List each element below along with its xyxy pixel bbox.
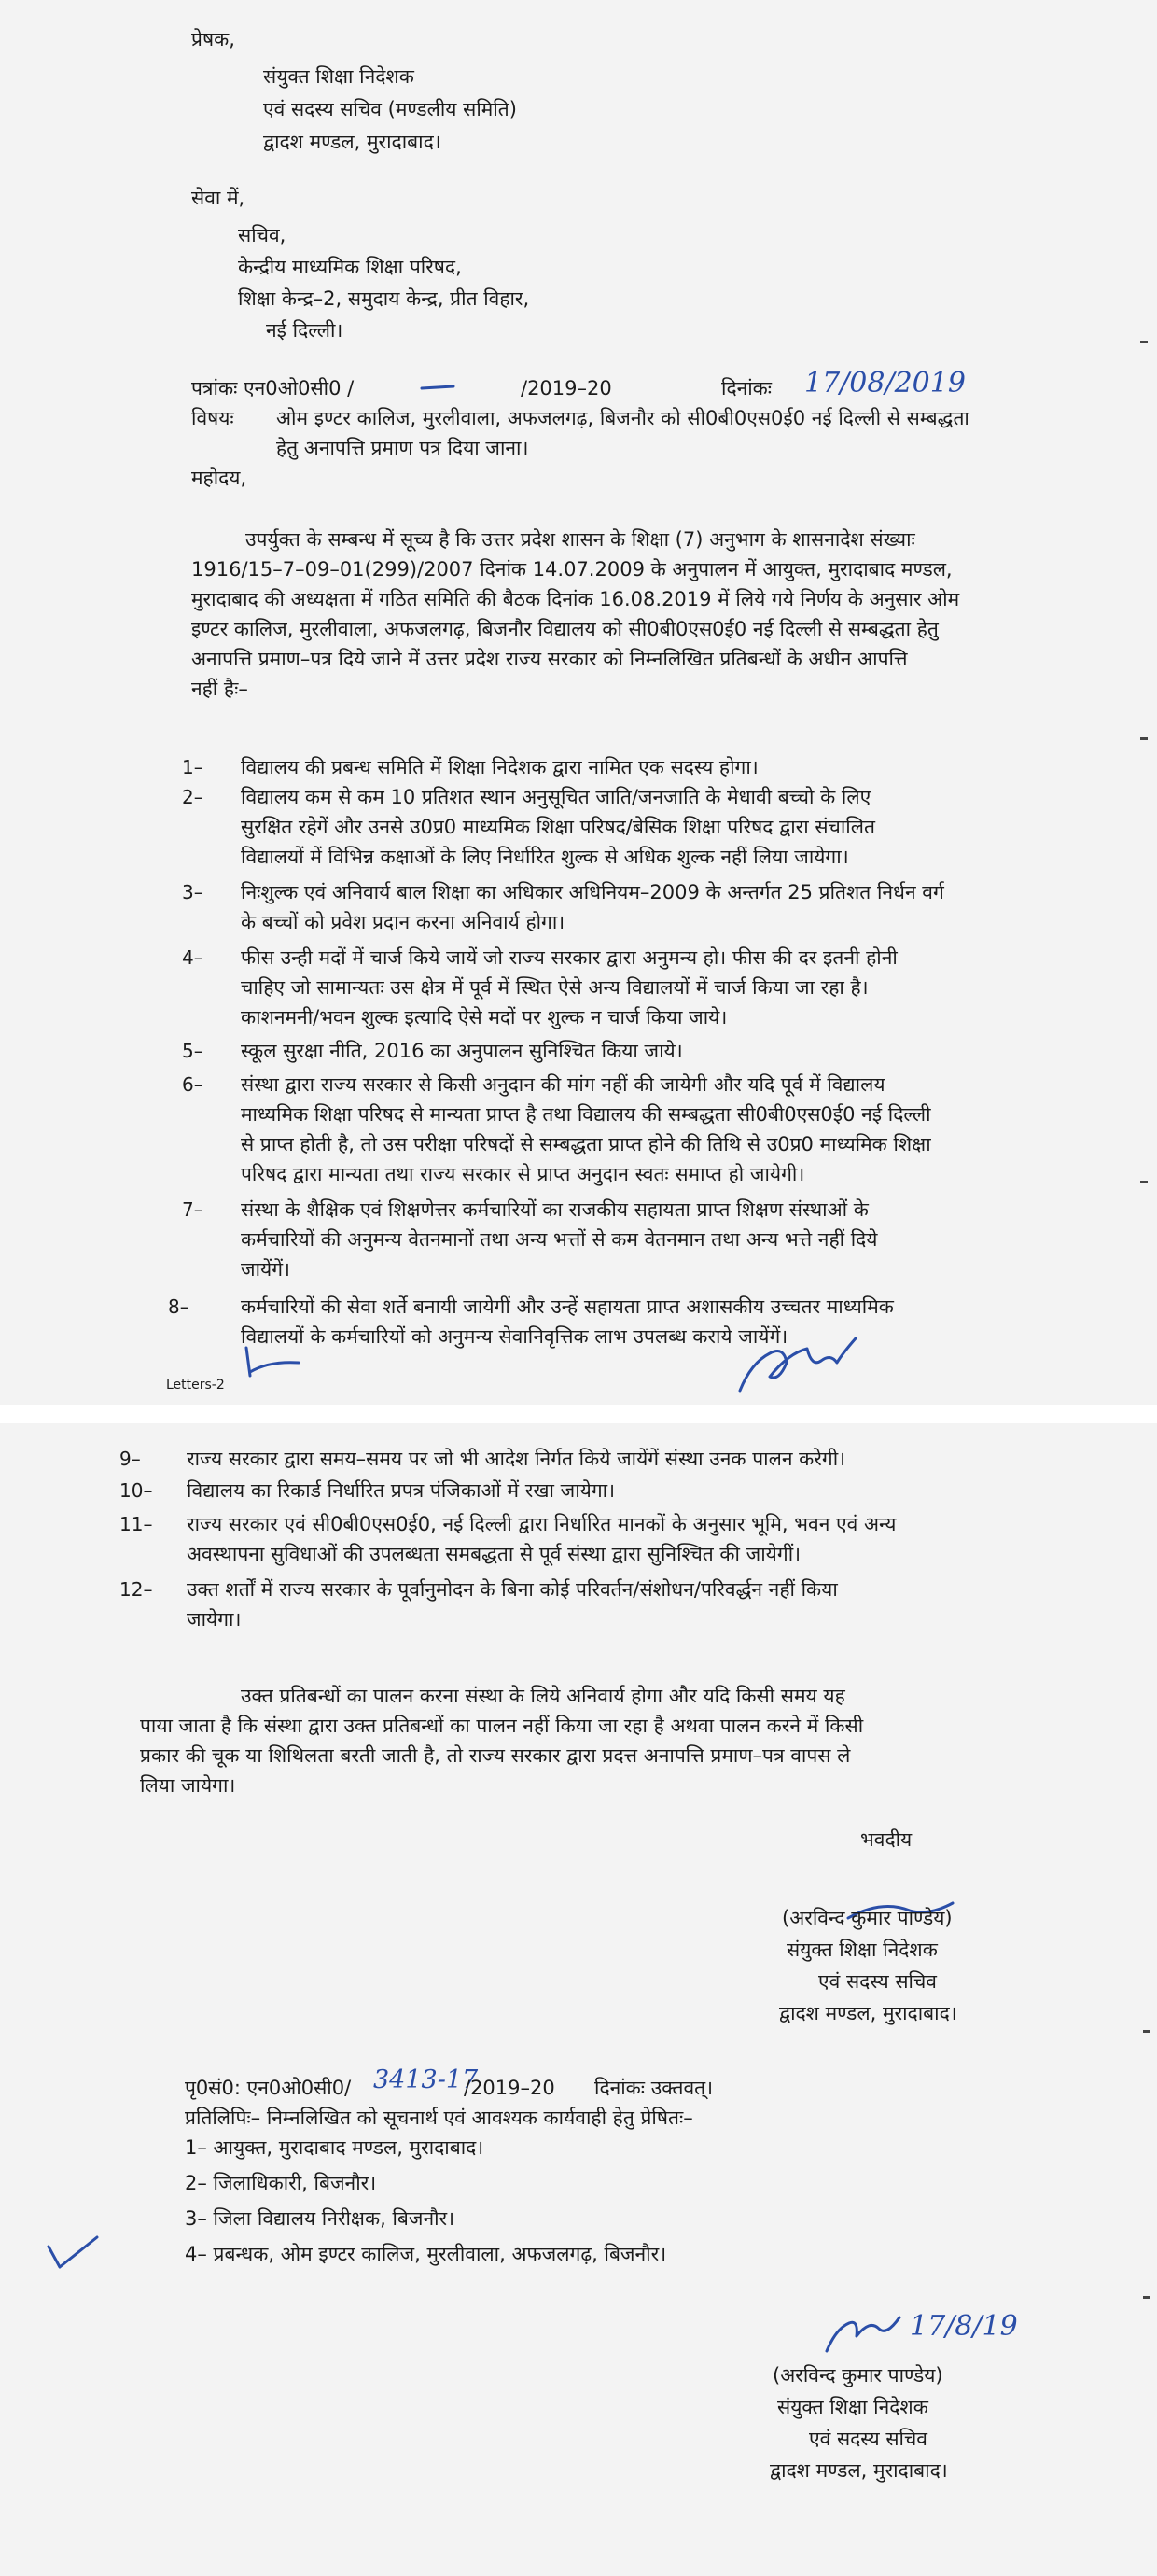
page-gap — [0, 1405, 1157, 1423]
condition-number: 4– — [182, 946, 203, 969]
handwritten-date: 17/08/2019 — [804, 367, 966, 399]
condition-number: 10– — [119, 1479, 153, 1502]
tick-mark — [45, 2233, 101, 2273]
condition-line: निःशुल्क एवं अनिवार्य बाल शिक्षा का अधिकार अधिनियम–2009 के अन्तर्गत 25 प्रतिशत निर्धन वर्ग — [241, 881, 944, 903]
condition-number: 1– — [182, 756, 203, 778]
condition-number: 2– — [182, 786, 203, 808]
condition-line: के बच्चों को प्रवेश प्रदान करना अनिवार्य होगा। — [241, 911, 565, 933]
letter-ref-year: /2019–20 — [521, 377, 612, 399]
copy-ref-year: /2019–20 — [464, 2077, 555, 2099]
copy-ref-number: पृ0सं0: एन0ओ0सी0/ — [185, 2077, 352, 2099]
copy-recipient: 1– आयुक्त, मुरादाबाद मण्डल, मुरादाबाद। — [185, 2136, 484, 2159]
intro-line: इण्टर कालिज, मुरलीवाला, अफजलगढ़, बिजनौर विद्यालय को सी0बी0एस0ई0 नई दिल्ली से सम्बद्धता हेतु — [191, 618, 939, 640]
intro-line: 1916/15–7–09–01(299)/2007 दिनांक 14.07.2009 के अनुपालन में आयुक्त, मुरादाबाद मण्डल, — [191, 558, 953, 581]
condition-line: जायेंगें। — [241, 1258, 290, 1281]
intro-line: उपर्युक्त के सम्बन्ध में सूच्य है कि उत्तर प्रदेश शासन के शिक्षा (7) अनुभाग के शासनादेश संख्याः — [245, 528, 915, 551]
salutation: महोदय, — [191, 467, 247, 489]
condition-number: 5– — [182, 1040, 203, 1062]
edge-mark — [1143, 2296, 1150, 2299]
signatory-line: द्वादश मण्डल, मुरादाबाद। — [779, 2002, 957, 2024]
recipient-label: सेवा में, — [191, 187, 245, 209]
condition-line: उक्त शर्तों में राज्य सरकार के पूर्वानुमोदन के बिना कोई परिवर्तन/संशोधन/परिवर्द्धन नहीं किया — [187, 1578, 838, 1601]
edge-mark — [1143, 2030, 1150, 2033]
condition-number: 3– — [182, 881, 203, 903]
condition-line: परिषद द्वारा मान्यता तथा राज्य सरकार से प्राप्त अनुदान स्वतः समाप्त हो जायेगी। — [241, 1163, 805, 1185]
letter-ref-number: पत्रांकः एन0ओ0सी0 / — [191, 377, 355, 399]
edge-mark — [1140, 737, 1148, 740]
handwritten-dispatch-number: 3413-17 — [373, 2065, 479, 2094]
condition-line: कर्मचारियों की सेवा शर्ते बनायी जायेगीं और उन्हें सहायता प्राप्त अशासकीय उच्चतर माध्यमिक — [241, 1295, 894, 1318]
recipient-line: केन्द्रीय माध्यमिक शिक्षा परिषद, — [238, 256, 462, 278]
recipient-line: शिक्षा केन्द्र–2, समुदाय केन्द्र, प्रीत विहार, — [238, 287, 530, 310]
signatory-line: संयुक्त शिक्षा निदेशक — [777, 2396, 928, 2418]
condition-line: माध्यमिक शिक्षा परिषद से मान्यता प्राप्त है तथा विद्यालय की सम्बद्धता सी0बी0एस0ई0 नई दिल्ली — [241, 1103, 931, 1126]
intro-line: मुरादाबाद की अध्यक्षता में गठित समिति की बैठक दिनांक 16.08.2019 में लिये गये निर्णय के अनुसार ओम — [191, 588, 960, 610]
condition-line: चाहिए जो सामान्यतः उस क्षेत्र में पूर्व में स्थित ऐसे अन्य विद्यालयों में चार्ज किया जा रहा है। — [241, 976, 869, 999]
condition-line: से प्राप्त होती है, तो उस परीक्षा परिषदों से सम्बद्धता प्राप्त होने की तिथि से उ0प्र0 माध्यमिक शिक्षा — [241, 1133, 931, 1155]
condition-number: 7– — [182, 1198, 203, 1221]
condition-line: विद्यालय कम से कम 10 प्रतिशत स्थान अनुसूचित जाति/जनजाति के मेधावी बच्चो के लिए — [241, 786, 871, 808]
closing-line: प्रकार की चूक या शिथिलता बरती जाती है, तो राज्य सरकार द्वारा प्रदत्त अनापत्ति प्रमाण–पत्र वापस ले — [140, 1744, 851, 1767]
condition-line: संस्था द्वारा राज्य सरकार से किसी अनुदान की मांग नहीं की जायेगी और यदि पूर्व में विद्यालय — [241, 1073, 885, 1096]
recipient-line: सचिव, — [238, 224, 286, 246]
copy-recipient: 2– जिलाधिकारी, बिजनौर। — [185, 2172, 377, 2194]
sender-line: द्वादश मण्डल, मुरादाबाद। — [263, 131, 441, 153]
copy-intro: प्रतिलिपिः– निम्नलिखित को सूचनार्थ एवं आवश्यक कार्यवाही हेतु प्रेषितः– — [185, 2107, 693, 2129]
edge-mark — [1140, 341, 1148, 343]
initial-mark — [241, 1344, 306, 1381]
condition-line: विद्यालय की प्रबन्ध समिति में शिक्षा निदेशक द्वारा नामित एक सदस्य होगा। — [241, 756, 759, 778]
condition-number: 8– — [168, 1295, 189, 1318]
handwritten-copy-date: 17/8/19 — [910, 2310, 1018, 2343]
recipient-line: नई दिल्ली। — [266, 319, 343, 342]
condition-line: कर्मचारियों की अनुमन्य वेतनमानों तथा अन्य भत्तों से कम वेतनमान तथा अन्य भत्ते नहीं दिये — [241, 1228, 878, 1251]
ref-dash-mark — [420, 381, 457, 394]
condition-number: 6– — [182, 1073, 203, 1096]
valediction: भवदीय — [860, 1828, 913, 1851]
condition-line: फीस उन्ही मदों में चार्ज किये जायें जो राज्य सरकार द्वारा अनुमन्य हो। फीस की दर इतनी होनी — [241, 946, 898, 969]
closing-line: पाया जाता है कि संस्था द्वारा उक्त प्रतिबन्धों का पालन नहीं किया जा रहा है अथवा पालन करने में किसी — [140, 1715, 864, 1737]
subject-label: विषयः — [191, 407, 234, 429]
condition-number: 9– — [119, 1448, 141, 1470]
signatory-line: एवं सदस्य सचिव — [818, 1970, 937, 1993]
condition-line: काशनमनी/भवन शुल्क इत्यादि ऐसे मदों पर शुल्क न चार्ज किया जाये। — [241, 1006, 728, 1029]
condition-line: राज्य सरकार एवं सी0बी0एस0ई0, नई दिल्ली द्वारा निर्धारित मानकों के अनुसार भूमि, भवन एवं अन्य — [187, 1513, 897, 1535]
subject-line: ओम इण्टर कालिज, मुरलीवाला, अफजलगढ़, बिजनौर को सी0बी0एस0ई0 नई दिल्ली से सम्बद्धता — [276, 407, 969, 429]
condition-line: स्कूल सुरक्षा नीति, 2016 का अनुपालन सुनिश्चित किया जाये। — [241, 1040, 683, 1062]
signatory-line: द्वादश मण्डल, मुरादाबाद। — [770, 2459, 948, 2482]
edge-mark — [1140, 1181, 1148, 1183]
signature-page-1 — [732, 1325, 863, 1400]
condition-number: 11– — [119, 1513, 153, 1535]
signatory-line: (अरविन्द कुमार पाण्डेय) — [773, 2364, 943, 2387]
condition-line: सुरक्षित रहेगें और उनसे उ0प्र0 माध्यमिक शिक्षा परिषद/बेसिक शिक्षा परिषद द्वारा संचालित — [241, 816, 875, 838]
subject-line: हेतु अनापत्ति प्रमाण पत्र दिया जाना। — [276, 437, 529, 459]
signature-copy — [821, 2310, 905, 2357]
copy-recipient: 3– जिला विद्यालय निरीक्षक, बिजनौर। — [185, 2207, 455, 2230]
condition-line: विद्यालयों के कर्मचारियों को अनुमन्य सेवानिवृत्तिक लाभ उपलब्ध कराये जायेंगें। — [241, 1325, 788, 1348]
sender-line: एवं सदस्य सचिव (मण्डलीय समिति) — [263, 98, 517, 120]
intro-line: नहीं हैः– — [191, 678, 248, 700]
signatory-line: संयुक्त शिक्षा निदेशक — [787, 1939, 938, 1961]
condition-line: राज्य सरकार द्वारा समय–समय पर जो भी आदेश निर्गत किये जायेंगें संस्था उनक पालन करेगी। — [187, 1448, 846, 1470]
copy-recipient: 4– प्रबन्धक, ओम इण्टर कालिज, मुरलीवाला, अफजलगढ़, बिजनौर। — [185, 2243, 667, 2265]
closing-line: उक्त प्रतिबन्धों का पालन करना संस्था के लिये अनिवार्य होगा और यदि किसी समय यह — [241, 1685, 845, 1707]
condition-line: जायेगा। — [187, 1608, 242, 1631]
letter-page-2 — [0, 1423, 1157, 2576]
footer-label: Letters-2 — [166, 1378, 225, 1393]
condition-line: अवस्थापना सुविधाओं की उपलब्धता समबद्धता से पूर्व संस्था द्वारा सुनिश्चित की जायेगीं। — [187, 1543, 802, 1565]
signatory-line: एवं सदस्य सचिव — [809, 2428, 927, 2450]
letter-date-label: दिनांकः — [721, 377, 773, 399]
condition-line: संस्था के शैक्षिक एवं शिक्षणेत्तर कर्मचारियों का राजकीय सहायता प्राप्त शिक्षण संस्थाओं के — [241, 1198, 869, 1221]
condition-line: विद्यालयों में विभिन्न कक्षाओं के लिए निर्धारित शुल्क से अधिक शुल्क नहीं लिया जायेगा। — [241, 846, 849, 868]
signatory-line: (अरविन्द कुमार पाण्डेय) — [782, 1907, 953, 1929]
copy-date-label: दिनांकः उक्तवत्। — [594, 2077, 714, 2099]
intro-line: अनापत्ति प्रमाण–पत्र दिये जाने में उत्तर प्रदेश राज्य सरकार को निम्नलिखित प्रतिबन्धों के अधीन आपत्ति — [191, 648, 908, 670]
sender-label: प्रेषक, — [191, 28, 235, 50]
condition-number: 12– — [119, 1578, 153, 1601]
condition-line: विद्यालय का रिकार्ड निर्धारित प्रपत्र पंजिकाओं में रखा जायेगा। — [187, 1479, 616, 1502]
closing-line: लिया जायेगा। — [140, 1774, 236, 1797]
sender-line: संयुक्त शिक्षा निदेशक — [263, 65, 414, 88]
